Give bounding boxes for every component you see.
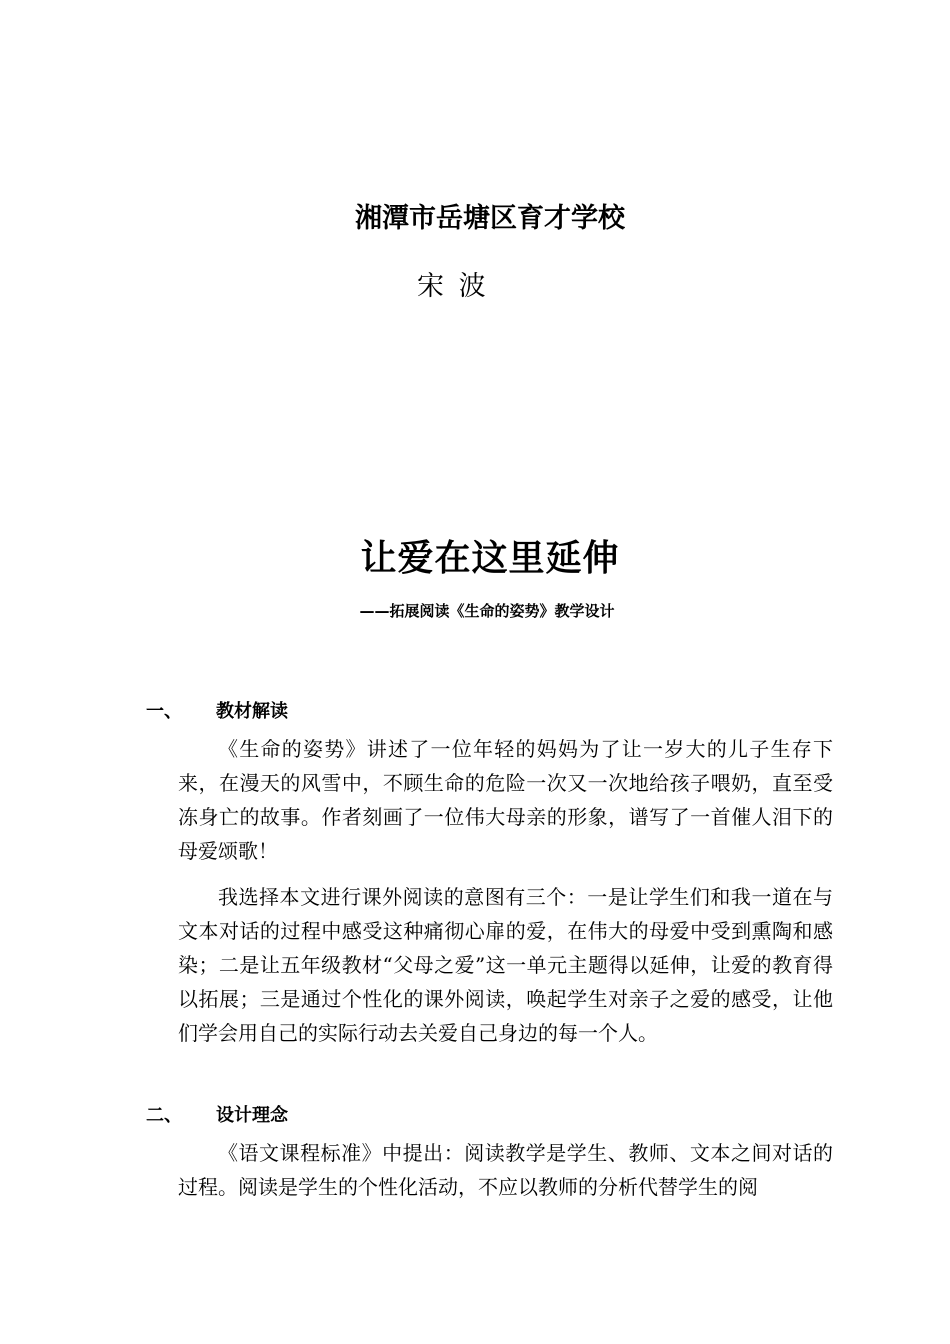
section-title-1: 教材解读 bbox=[216, 701, 288, 722]
paragraph-2: 我选择本文进行课外阅读的意图有三个：一是让学生们和我一道在与文本对话的过程中感受这种痛彻心扉的爱，在伟大的母爱中受到熏陶和感染；二是让五年级教材“父母之爱”这一单元主题得以延伸，让爱的教育得以拓展；三是通过个性化的课外阅读，唤起学生对亲子之爱的感受，让他们学会用自己的实际行动去关爱自己身边的每一个人。 bbox=[178, 885, 833, 1045]
page-title: 让爱在这里延伸 bbox=[360, 538, 620, 579]
page-subtitle: ——拓展阅读《生命的姿势》教学设计 bbox=[359, 602, 615, 620]
section-heading-2 bbox=[146, 1104, 288, 1128]
section-number-1: 一、 bbox=[146, 701, 182, 722]
paragraph-1: 《生命的姿势》讲述了一位年轻的妈妈为了让一岁大的儿子生存下来，在漫天的风雪中，不顾生命的危险一次又一次地给孩子喂奶，直至受冻身亡的故事。作者刻画了一位伟大母亲的形象，谱写了一首催人泪下的母爱颂歌！ bbox=[178, 737, 833, 863]
paragraph-3: 《语文课程标准》中提出：阅读教学是学生、教师、文本之间对话的过程。阅读是学生的个性化活动，不应以教师的分析代替学生的阅 bbox=[178, 1141, 833, 1199]
section-title-2: 设计理念 bbox=[216, 1105, 288, 1126]
section-number-2: 二、 bbox=[146, 1105, 182, 1126]
section-heading-1 bbox=[146, 700, 288, 724]
author-name: 宋 波 bbox=[417, 271, 486, 302]
school-name: 湘潭市岳塘区育才学校 bbox=[355, 203, 625, 234]
